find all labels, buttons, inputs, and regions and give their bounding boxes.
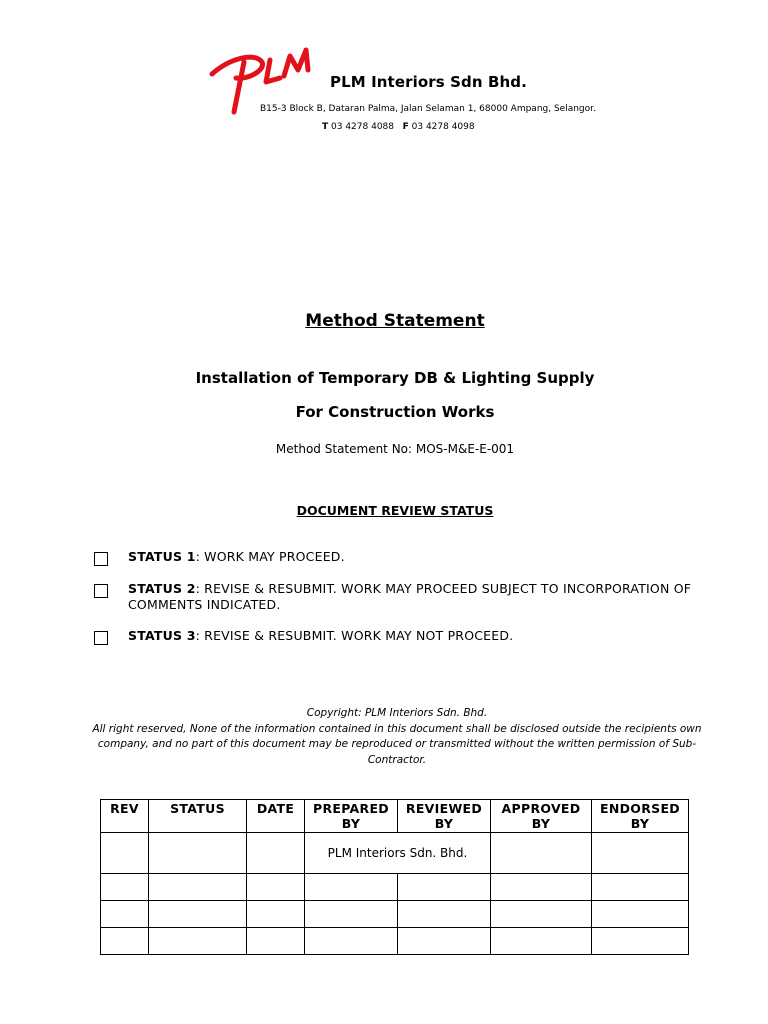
fax-number: 03 4278 4098 bbox=[411, 122, 475, 132]
header-date: DATE bbox=[247, 800, 305, 833]
table-cell[interactable] bbox=[592, 833, 689, 874]
table-row bbox=[101, 874, 689, 901]
status-1-checkbox[interactable] bbox=[94, 552, 108, 566]
table-row bbox=[101, 928, 689, 955]
table-cell[interactable] bbox=[247, 901, 305, 928]
table-cell[interactable] bbox=[305, 901, 398, 928]
status-3-label: STATUS 3 bbox=[128, 628, 196, 643]
table-cell[interactable] bbox=[592, 874, 689, 901]
document-subtitle-line2: For Construction Works bbox=[295, 403, 495, 421]
header-rev: REV bbox=[101, 800, 149, 833]
table-cell[interactable] bbox=[101, 901, 149, 928]
status-2-checkbox[interactable] bbox=[94, 584, 108, 598]
table-cell[interactable] bbox=[491, 928, 592, 955]
table-cell[interactable] bbox=[491, 874, 592, 901]
table-cell[interactable] bbox=[247, 928, 305, 955]
copyright-line: Copyright: PLM Interiors Sdn. Bhd. bbox=[306, 707, 488, 719]
table-cell[interactable] bbox=[592, 928, 689, 955]
table-cell[interactable] bbox=[149, 901, 247, 928]
table-cell[interactable] bbox=[101, 928, 149, 955]
method-statement-number: Method Statement No: MOS-M&E-E-001 bbox=[275, 442, 515, 456]
header-endorsed-by: ENDORSED BY bbox=[592, 800, 689, 833]
table-cell[interactable] bbox=[398, 928, 491, 955]
status-2-label: STATUS 2 bbox=[128, 581, 196, 596]
table-cell[interactable] bbox=[491, 833, 592, 874]
phone-label: T bbox=[322, 122, 329, 132]
table-cell[interactable] bbox=[149, 833, 247, 874]
header-approved-by: APPROVED BY bbox=[491, 800, 592, 833]
table-cell[interactable] bbox=[305, 928, 398, 955]
table-row bbox=[101, 901, 689, 928]
rights-statement: All right reserved, None of the information contained in this document shall be disclosed outside the recipients own company, and no part of this document may be reproduced or transmitted without the written permission of Sub-Contractor. bbox=[92, 722, 702, 766]
copyright-notice bbox=[92, 706, 702, 768]
header-status: STATUS bbox=[149, 800, 247, 833]
prepared-by-value[interactable]: PLM Interiors Sdn. Bhd. bbox=[305, 833, 491, 874]
status-1-label: STATUS 1 bbox=[128, 549, 196, 564]
table-cell[interactable] bbox=[149, 928, 247, 955]
table-row bbox=[101, 833, 689, 874]
review-status-heading: DOCUMENT REVIEW STATUS bbox=[296, 503, 494, 518]
table-cell[interactable] bbox=[305, 874, 398, 901]
company-contact bbox=[322, 122, 475, 132]
status-3-text: : REVISE & RESUBMIT. WORK MAY NOT PROCEED. bbox=[195, 628, 514, 643]
table-cell[interactable] bbox=[592, 901, 689, 928]
status-3-checkbox[interactable] bbox=[94, 631, 108, 645]
header-prepared-by: PREPARED BY bbox=[305, 800, 398, 833]
status-1-text: : WORK MAY PROCEED. bbox=[195, 549, 345, 564]
table-header-row bbox=[101, 800, 689, 833]
phone-number: 03 4278 4088 bbox=[331, 122, 394, 132]
company-name: PLM Interiors Sdn Bhd. bbox=[330, 73, 527, 91]
document-subtitle-line1: Installation of Temporary DB & Lighting Supply bbox=[195, 369, 595, 387]
table-cell[interactable] bbox=[491, 901, 592, 928]
header-reviewed-by: REVIEWED BY bbox=[398, 800, 491, 833]
document-title: Method Statement bbox=[305, 311, 485, 331]
table-cell[interactable] bbox=[398, 901, 491, 928]
revision-table bbox=[100, 799, 689, 955]
table-cell[interactable] bbox=[398, 874, 491, 901]
company-address: B15-3 Block B, Dataran Palma, Jalan Selaman 1, 68000 Ampang, Selangor. bbox=[260, 104, 596, 114]
table-cell[interactable] bbox=[101, 833, 149, 874]
table-cell[interactable] bbox=[101, 874, 149, 901]
table-cell[interactable] bbox=[247, 833, 305, 874]
fax-label: F bbox=[402, 122, 409, 132]
table-cell[interactable] bbox=[149, 874, 247, 901]
status-2-text: : REVISE & RESUBMIT. WORK MAY PROCEED SUBJECT TO INCORPORATION OF COMMENTS INDICATED. bbox=[128, 581, 692, 612]
table-cell[interactable] bbox=[247, 874, 305, 901]
